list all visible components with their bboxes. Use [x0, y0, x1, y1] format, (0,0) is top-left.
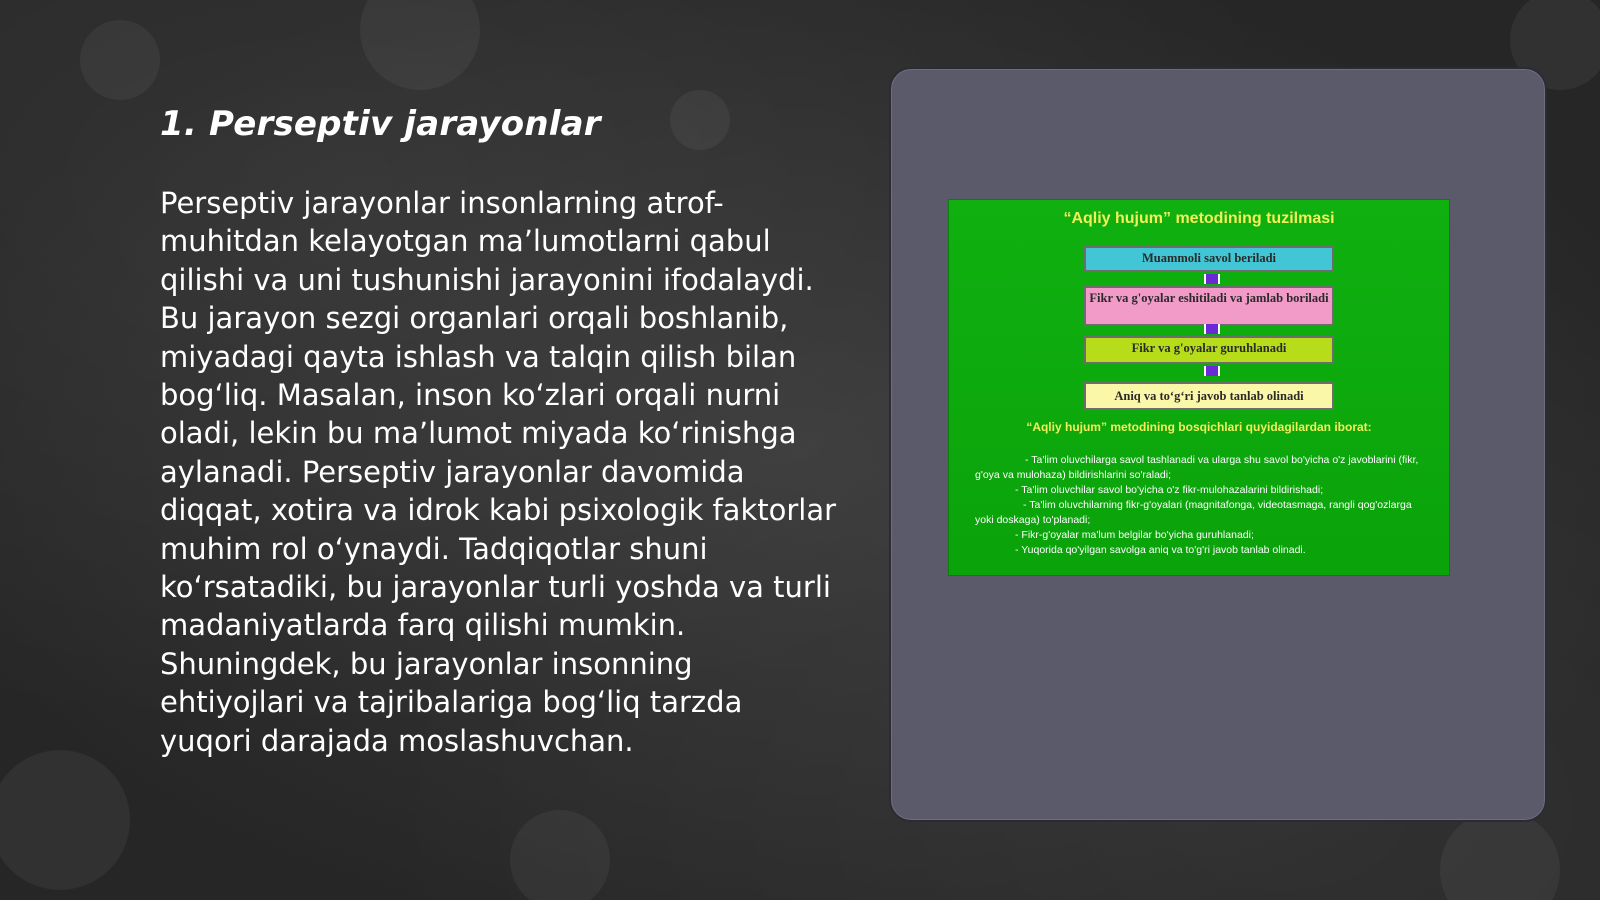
list-item: - Ta'lim oluvchilarga savol tashlanadi va ularga shu savol bo'yicha o'z javoblarini (fikr, g'oya va mulohaza) bildirishlarini so'raladi; — [975, 454, 1419, 481]
diagram-step-1: Muammoli savol beriladi — [1084, 246, 1334, 272]
diagram-step-4: Aniq va to‘g‘ri javob tanlab olinadi — [1084, 382, 1334, 410]
slide-body-text: Perseptiv jarayonlar insonlarning atrof-muhitdan kelayotgan ma’lumotlarni qabul qilishi va uni tushunishi jarayonini ifodalaydi. Bu jarayon sezgi organlari orqali boshlanib, miyadagi qayta ishlash va talqin qilish bilan bog‘liq. Masalan, inson ko‘zlari orqali nurni oladi, lekin bu ma’lumot miyada ko‘rinishga aylanadi. Perseptiv jarayonlar davomida diqqat, xotira va idrok kabi psixologik faktorlar muhim rol o‘ynaydi. Tadqiqotlar shuni ko‘rsatadiki, bu jarayonlar turli yoshda va turli madaniyatlarda farq qilishi mumkin. Shuningdek, bu jarayonlar insonning ehtiyojlari va tajribalariga bog‘liq tarzda yuqori darajada moslashuvchan. — [160, 186, 837, 758]
list-item: - Yuqorida qo'yilgan savolga aniq va to'g'ri javob tanlab olinadi. — [1015, 544, 1306, 556]
down-arrow-icon — [1204, 274, 1220, 284]
down-arrow-icon — [1204, 324, 1220, 334]
embedded-diagram-image — [949, 200, 1449, 575]
diagram-heading: “Aqliy hujum” metodining tuzilmasi — [1063, 210, 1335, 227]
diagram-step-list — [975, 453, 1429, 558]
diagram-step-2: Fikr va g'oyalar eshitiladi va jamlab boriladi — [1084, 286, 1334, 326]
list-item: - Ta'lim oluvchilarning fikr-g'oyalari (magnitafonga, videotasmaga, rangli qog'ozlarga yoki doskaga) to'planadi; — [975, 499, 1412, 526]
list-item: - Ta'lim oluvchilar savol bo'yicha o'z fikr-mulohazalarini bildirishadi; — [1015, 484, 1324, 496]
diagram-step-3: Fikr va g'oyalar guruhlanadi — [1084, 336, 1334, 364]
diagram-subheading: “Aqliy hujum” metodining bosqichlari quyidagilardan iborat: — [1026, 420, 1372, 434]
list-item: - Fikr-g'oyalar ma'lum belgilar bo'yicha guruhlanadi; — [1015, 529, 1254, 541]
slide-title: 1. Perseptiv jarayonlar — [160, 104, 601, 144]
down-arrow-icon — [1204, 366, 1220, 376]
